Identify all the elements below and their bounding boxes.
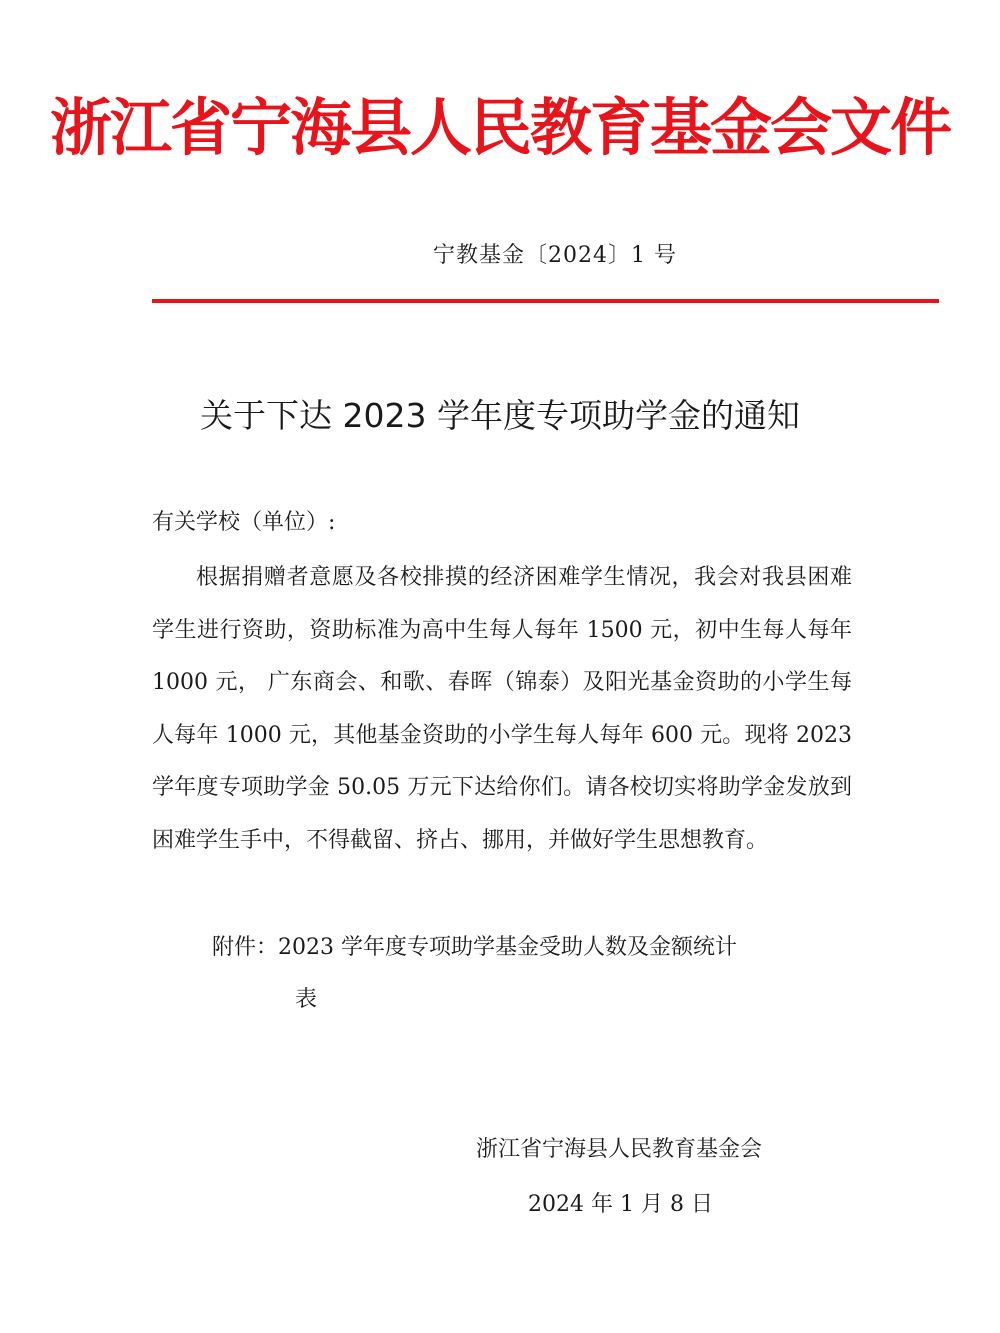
notice-body: 根据捐赠者意愿及各校排摸的经济困难学生情况，我会对我县困难学生进行资助，资助标准为高中生每人每年 1500 元，初中生每人每年 1000 元， 广东商会、和歌、春晖（锦泰）及阳光基金资助的小学生每人每年 1000 元，其他基金资助的小学生每人每年 600 元。现将 2023 学年度专项助学金 50.05 万元下达给你们。请各校切实将助学金发放到困难学生手中，不得截留、挤占、挪用，并做好学生思想教育。 [152,565,852,853]
issue-date: 2024 年 1 月 8 日 [528,1192,713,1217]
document-number: 宁教基金〔2024〕1 号 [433,243,677,268]
notice-title: 关于下达 2023 学年度专项助学金的通知 [200,396,800,435]
attachment-line-2: 表 [295,987,318,1012]
attachment-note [212,922,852,1026]
salutation: 有关学校（单位）: [152,510,336,535]
attachment-line-1: 附件：2023 学年度专项助学基金受助人数及金额统计 [212,935,737,960]
issuer-name: 浙江省宁海县人民教育基金会 [476,1137,763,1162]
document-header-title: 浙江省宁海县人民教育基金会文件 [49,91,950,164]
header-divider [152,299,939,303]
